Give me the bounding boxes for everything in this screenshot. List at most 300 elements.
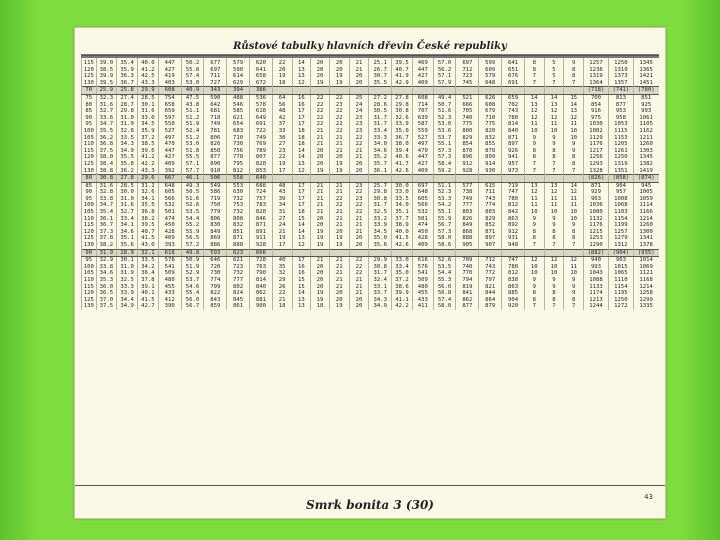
- table-cell: 21: [311, 182, 330, 189]
- table-cell: [349, 249, 369, 257]
- table-cell: 677: [204, 58, 227, 67]
- table-cell: 1043: [584, 270, 609, 277]
- table-cell: 55.3: [433, 277, 456, 284]
- table-cell: 929: [584, 189, 609, 196]
- table-cell: 871: [584, 182, 609, 189]
- table-cell: 57.9: [433, 80, 456, 87]
- table-cell: 710: [479, 115, 502, 122]
- table-cell: 630: [227, 189, 250, 196]
- table-cell: 56.5: [181, 235, 204, 242]
- table-cell: [433, 249, 456, 257]
- table-cell: 1015: [608, 264, 633, 271]
- table-cell: 57.3: [433, 148, 456, 155]
- table-cell: 1257: [584, 58, 609, 67]
- table-cell: 12: [524, 257, 544, 264]
- table-cell: 19: [311, 229, 330, 236]
- table-cell: 19: [311, 242, 330, 249]
- table-cell: 21: [329, 148, 349, 155]
- table-cell: 907: [479, 242, 502, 249]
- table-cell: [272, 87, 292, 95]
- table-cell: 20: [311, 216, 330, 223]
- table-cell: 27.4: [117, 94, 138, 101]
- table-cell: 948: [502, 242, 525, 249]
- table-cell: 754: [158, 94, 181, 101]
- table-cell: 120: [82, 67, 97, 74]
- table-cell: 8: [564, 229, 584, 236]
- table-cell: 20: [329, 58, 349, 67]
- table-row: [82, 115, 659, 122]
- table-cell: 730: [204, 270, 227, 277]
- table-cell: 433: [412, 297, 433, 304]
- table-cell: 578: [250, 102, 273, 109]
- table-cell: 1382: [633, 161, 658, 168]
- table-cell: 10: [564, 135, 584, 142]
- table-cell: 1328: [584, 168, 609, 175]
- table-cell: 806: [204, 135, 227, 142]
- table-cell: 614: [227, 73, 250, 80]
- table-cell: 641: [502, 58, 525, 67]
- table-cell: 41.5: [138, 235, 159, 242]
- table-cell: 881: [250, 297, 273, 304]
- table-cell: 711: [204, 73, 227, 80]
- table-cell: 1153: [608, 135, 633, 142]
- table-cell: 51.1: [433, 182, 456, 189]
- table-cell: 747: [502, 257, 525, 264]
- table-cell: 1272: [608, 303, 633, 310]
- table-cell: [433, 175, 456, 183]
- table-cell: 8: [544, 148, 564, 155]
- table-cell: 34.1: [117, 222, 138, 229]
- table-cell: 53.3: [433, 196, 456, 203]
- table-cell: 52.3: [433, 189, 456, 196]
- table-cell: 21: [311, 189, 330, 196]
- table-cell: 9: [524, 135, 544, 142]
- table-cell: 1088: [584, 277, 609, 284]
- table-cell: 20: [311, 270, 330, 277]
- table-cell: 13: [524, 102, 544, 109]
- table-cell: 57.1: [181, 161, 204, 168]
- table-row: [82, 58, 659, 67]
- table-row: [82, 216, 659, 223]
- table-cell: 392: [158, 168, 181, 175]
- table-cell: 31.6: [138, 108, 159, 115]
- table-cell: 40: [272, 257, 292, 264]
- table-cell: 53.6: [433, 128, 456, 135]
- table-cell: 9: [564, 277, 584, 284]
- table-cell: [564, 175, 584, 183]
- table-cell: 615: [479, 182, 502, 189]
- table-cell: 640: [250, 175, 273, 183]
- table-cell: 21: [349, 284, 369, 291]
- table-cell: 649: [250, 115, 273, 122]
- table-cell: 18: [311, 303, 330, 310]
- table-cell: 57.4: [181, 73, 204, 80]
- table-cell: 21: [329, 222, 349, 229]
- table-cell: 19: [329, 235, 349, 242]
- table-cell: 31.7: [369, 202, 392, 209]
- table-cell: 7: [524, 303, 544, 310]
- table-cell: 11: [524, 121, 544, 128]
- table-cell: 1080: [584, 209, 609, 216]
- table-cell: 24: [349, 108, 369, 115]
- table-cell: 35.7: [369, 161, 392, 168]
- table-cell: 1214: [633, 216, 658, 223]
- table-cell: 963: [584, 196, 609, 203]
- table-cell: 38.5: [96, 67, 117, 74]
- table-cell: 35.9: [138, 128, 159, 135]
- table-cell: 616: [412, 257, 433, 264]
- table-cell: 58.4: [433, 161, 456, 168]
- table-cell: 1312: [608, 242, 633, 249]
- table-cell: 9: [564, 148, 584, 155]
- table-cell: 928: [250, 242, 273, 249]
- table-cell: 34.5: [138, 121, 159, 128]
- table-cell: 31.6: [96, 182, 117, 189]
- table-cell: 799: [204, 284, 227, 291]
- table-cell: 1132: [584, 216, 609, 223]
- table-cell: 40.1: [138, 290, 159, 297]
- table-cell: 36.3: [117, 73, 138, 80]
- table-cell: 57.3: [433, 154, 456, 161]
- table-cell: 37: [272, 121, 292, 128]
- table-cell: 812: [227, 168, 250, 175]
- table-cell: 19: [272, 161, 292, 168]
- table-cell: 53.0: [181, 80, 204, 87]
- table-cell: 13: [292, 67, 311, 74]
- table-cell: 36.5: [96, 290, 117, 297]
- growth-table: [81, 54, 659, 310]
- table-cell: 1419: [633, 168, 658, 175]
- table-row: [82, 270, 659, 277]
- table-cell: 10: [524, 270, 544, 277]
- table-cell: 8: [524, 154, 544, 161]
- table-cell: 40.9: [181, 87, 204, 95]
- table-cell: 95: [82, 257, 97, 264]
- table-cell: 32.7: [117, 209, 138, 216]
- table-cell: 820: [250, 209, 273, 216]
- table-cell: 34.1: [138, 196, 159, 203]
- table-cell: 509: [158, 270, 181, 277]
- table-cell: 10: [564, 270, 584, 277]
- table-cell: 743: [502, 108, 525, 115]
- table-cell: 22: [349, 257, 369, 264]
- table-cell: 23: [349, 115, 369, 122]
- table-cell: (935): [633, 249, 658, 257]
- table-cell: 419: [158, 73, 181, 80]
- table-cell: 20: [349, 235, 369, 242]
- table-cell: 9: [524, 216, 544, 223]
- table-row: [82, 290, 659, 297]
- table-cell: 23: [349, 182, 369, 189]
- table-cell: 33.4: [117, 216, 138, 223]
- table-cell: 14: [524, 94, 544, 101]
- table-cell: 1121: [633, 270, 658, 277]
- table-cell: 27: [272, 216, 292, 223]
- table-cell: 31.9: [96, 249, 117, 257]
- table-cell: 1005: [633, 189, 658, 196]
- table-cell: 1176: [584, 222, 609, 229]
- table-cell: 105: [82, 270, 97, 277]
- table-cell: 1299: [633, 297, 658, 304]
- table-cell: 38.8: [96, 168, 117, 175]
- table-cell: 13: [564, 108, 584, 115]
- table-cell: 609: [479, 67, 502, 74]
- table-cell: 48: [272, 108, 292, 115]
- table-cell: 120: [82, 154, 97, 161]
- table-cell: 1065: [608, 270, 633, 277]
- table-cell: 25.1: [369, 58, 392, 67]
- table-cell: 19: [329, 242, 349, 249]
- table-cell: 749: [250, 135, 273, 142]
- table-cell: [412, 87, 433, 95]
- table-cell: 541: [412, 270, 433, 277]
- table-cell: 846: [250, 216, 273, 223]
- table-cell: 51.6: [433, 108, 456, 115]
- table-cell: 681: [204, 108, 227, 115]
- table-cell: 659: [502, 94, 525, 101]
- table-cell: 14: [564, 182, 584, 189]
- table-cell: 859: [204, 303, 227, 310]
- table-cell: 36.7: [392, 135, 413, 142]
- table-cell: 723: [456, 73, 479, 80]
- table-cell: 783: [250, 202, 273, 209]
- table-cell: [272, 249, 292, 257]
- page-footer: [75, 485, 665, 518]
- table-cell: 36.2: [96, 135, 117, 142]
- table-cell: 1030: [584, 121, 609, 128]
- table-cell: 35.0: [392, 128, 413, 135]
- table-cell: 851: [633, 94, 658, 101]
- table-cell: 1290: [584, 242, 609, 249]
- table-cell: 803: [456, 209, 479, 216]
- table-cell: 33.6: [96, 115, 117, 122]
- table-cell: 593: [204, 249, 227, 257]
- table-cell: 8: [564, 154, 584, 161]
- table-cell: 33.5: [392, 196, 413, 203]
- table-cell: 57.1: [433, 73, 456, 80]
- table-cell: 53.0: [181, 141, 204, 148]
- table-cell: 16: [292, 94, 311, 101]
- table-row: [82, 168, 659, 175]
- table-cell: 891: [250, 229, 273, 236]
- table-cell: 29.9: [138, 87, 159, 95]
- table-cell: 39.0: [96, 58, 117, 67]
- table-cell: 51.8: [181, 148, 204, 155]
- table-cell: 41.5: [392, 235, 413, 242]
- table-cell: 1345: [633, 58, 658, 67]
- table-row: [82, 196, 659, 203]
- table-cell: 22: [329, 121, 349, 128]
- table-cell: 9: [564, 141, 584, 148]
- table-cell: 20: [311, 154, 330, 161]
- table-cell: 22: [349, 189, 369, 196]
- table-cell: 22: [272, 290, 292, 297]
- table-cell: 1215: [584, 229, 609, 236]
- table-cell: 20: [311, 161, 330, 168]
- table-cell: 1351: [608, 168, 633, 175]
- table-cell: 35.4: [96, 209, 117, 216]
- table-cell: 958: [608, 115, 633, 122]
- table-cell: 34.0: [392, 202, 413, 209]
- table-cell: 386: [250, 87, 273, 95]
- table-cell: 8: [524, 148, 544, 155]
- table-cell: 38.2: [138, 216, 159, 223]
- table-cell: 501: [158, 209, 181, 216]
- table-cell: 34.0: [369, 141, 392, 148]
- table-cell: 1319: [608, 161, 633, 168]
- table-cell: 732: [227, 209, 250, 216]
- table-cell: 27.8: [392, 94, 413, 101]
- table-cell: 20: [349, 242, 369, 249]
- table-cell: 115: [82, 222, 97, 229]
- table-cell: 427: [412, 73, 433, 80]
- footer-title: Smrk bonita 3 (30): [306, 498, 434, 512]
- table-cell: 897: [479, 235, 502, 242]
- table-cell: 19: [311, 290, 330, 297]
- table-cell: 21: [329, 264, 349, 271]
- table-cell: 853: [250, 168, 273, 175]
- table-cell: 1257: [608, 229, 633, 236]
- table-cell: 21: [311, 196, 330, 203]
- table-cell: 5: [544, 67, 564, 74]
- table-cell: 39.5: [392, 58, 413, 67]
- table-cell: 18: [292, 128, 311, 135]
- table-cell: 20: [349, 73, 369, 80]
- table-cell: 1129: [584, 135, 609, 142]
- table-cell: 718: [204, 115, 227, 122]
- table-cell: 618: [250, 108, 273, 115]
- table-cell: 870: [456, 148, 479, 155]
- table-cell: 100: [82, 264, 97, 271]
- table-cell: 12: [292, 80, 311, 87]
- table-cell: 54.4: [433, 270, 456, 277]
- table-cell: 14: [544, 94, 564, 101]
- table-cell: 926: [502, 148, 525, 155]
- table-cell: 27.8: [117, 175, 138, 183]
- table-cell: 28.5: [138, 94, 159, 101]
- table-cell: 24: [272, 222, 292, 229]
- table-cell: 19: [329, 168, 349, 175]
- table-cell: [456, 175, 479, 183]
- table-cell: 47.5: [181, 94, 204, 101]
- table-cell: [502, 249, 525, 257]
- table-cell: 813: [608, 94, 633, 101]
- table-cell: 12: [292, 242, 311, 249]
- table-cell: (858): [608, 175, 633, 183]
- table-cell: 31.7: [369, 270, 392, 277]
- table-cell: 973: [502, 168, 525, 175]
- table-cell: 21: [349, 58, 369, 67]
- table-cell: 33.8: [96, 264, 117, 271]
- table-cell: 850: [204, 148, 227, 155]
- table-row: [82, 121, 659, 128]
- table-cell: 9: [544, 216, 564, 223]
- table-cell: 9: [564, 222, 584, 229]
- table-cell: 626: [479, 94, 502, 101]
- table-cell: 40.7: [138, 229, 159, 236]
- table-cell: 41.9: [392, 73, 413, 80]
- table-cell: 20: [311, 284, 330, 291]
- table-cell: 37.2: [392, 277, 413, 284]
- table-cell: 33.0: [392, 189, 413, 196]
- table-cell: 863: [502, 284, 525, 291]
- table-cell: 797: [479, 277, 502, 284]
- table-cell: 20: [349, 161, 369, 168]
- table-cell: 22: [349, 264, 369, 271]
- table-cell: 43.0: [138, 242, 159, 249]
- table-cell: 8: [524, 229, 544, 236]
- table-cell: 728: [250, 257, 273, 264]
- table-cell: 8: [564, 73, 584, 80]
- table-cell: 55.1: [433, 141, 456, 148]
- table-cell: 840: [250, 284, 273, 291]
- table-cell: 753: [227, 202, 250, 209]
- table-cell: 50.5: [181, 189, 204, 196]
- table-cell: 53.7: [433, 135, 456, 142]
- table-cell: 648: [479, 80, 502, 87]
- table-row: [82, 277, 659, 284]
- table-cell: 772: [479, 270, 502, 277]
- table-cell: 892: [502, 222, 525, 229]
- table-cell: 22: [329, 115, 349, 122]
- page-number: 43: [644, 493, 653, 501]
- table-cell: 844: [479, 290, 502, 297]
- table-cell: 608: [158, 87, 181, 95]
- table-cell: 21: [349, 290, 369, 297]
- table-cell: 53.0: [433, 121, 456, 128]
- table-cell: 840: [502, 128, 525, 135]
- table-cell: 521: [456, 94, 479, 101]
- table-cell: 709: [456, 257, 479, 264]
- table-cell: 19: [329, 73, 349, 80]
- table-cell: 25.9: [96, 87, 117, 95]
- table-cell: 646: [204, 257, 227, 264]
- table-cell: [369, 87, 392, 95]
- table-cell: 11: [564, 202, 584, 209]
- table-cell: 20: [329, 229, 349, 236]
- table-cell: 730: [227, 141, 250, 148]
- table-cell: 824: [227, 290, 250, 297]
- table-cell: 705: [456, 108, 479, 115]
- table-cell: 1378: [633, 242, 658, 249]
- table-cell: 743: [479, 196, 502, 203]
- table-cell: 21: [349, 277, 369, 284]
- table-cell: 34.9: [369, 303, 392, 310]
- table-cell: 676: [502, 73, 525, 80]
- table-cell: 912: [502, 229, 525, 236]
- table-cell: 403: [158, 80, 181, 87]
- table-cell: 34: [272, 202, 292, 209]
- table-cell: 578: [158, 257, 181, 264]
- table-cell: 30.5: [369, 108, 392, 115]
- table-cell: 566: [158, 196, 181, 203]
- table-cell: 691: [502, 80, 525, 87]
- table-cell: [311, 175, 330, 183]
- table-cell: 861: [227, 303, 250, 310]
- table-cell: 125: [82, 297, 97, 304]
- table-cell: 15: [292, 284, 311, 291]
- table-cell: 697: [456, 58, 479, 67]
- table-cell: 7: [564, 242, 584, 249]
- table-cell: 777: [227, 277, 250, 284]
- page-title: Růstové tabulky hlavních dřevin České republiky: [233, 41, 507, 52]
- table-cell: 130: [82, 80, 97, 87]
- table-cell: 1319: [584, 73, 609, 80]
- table-cell: 587: [412, 121, 433, 128]
- table-cell: 32.8: [117, 128, 138, 135]
- table-cell: 12: [524, 115, 544, 122]
- table-cell: 19: [329, 161, 349, 168]
